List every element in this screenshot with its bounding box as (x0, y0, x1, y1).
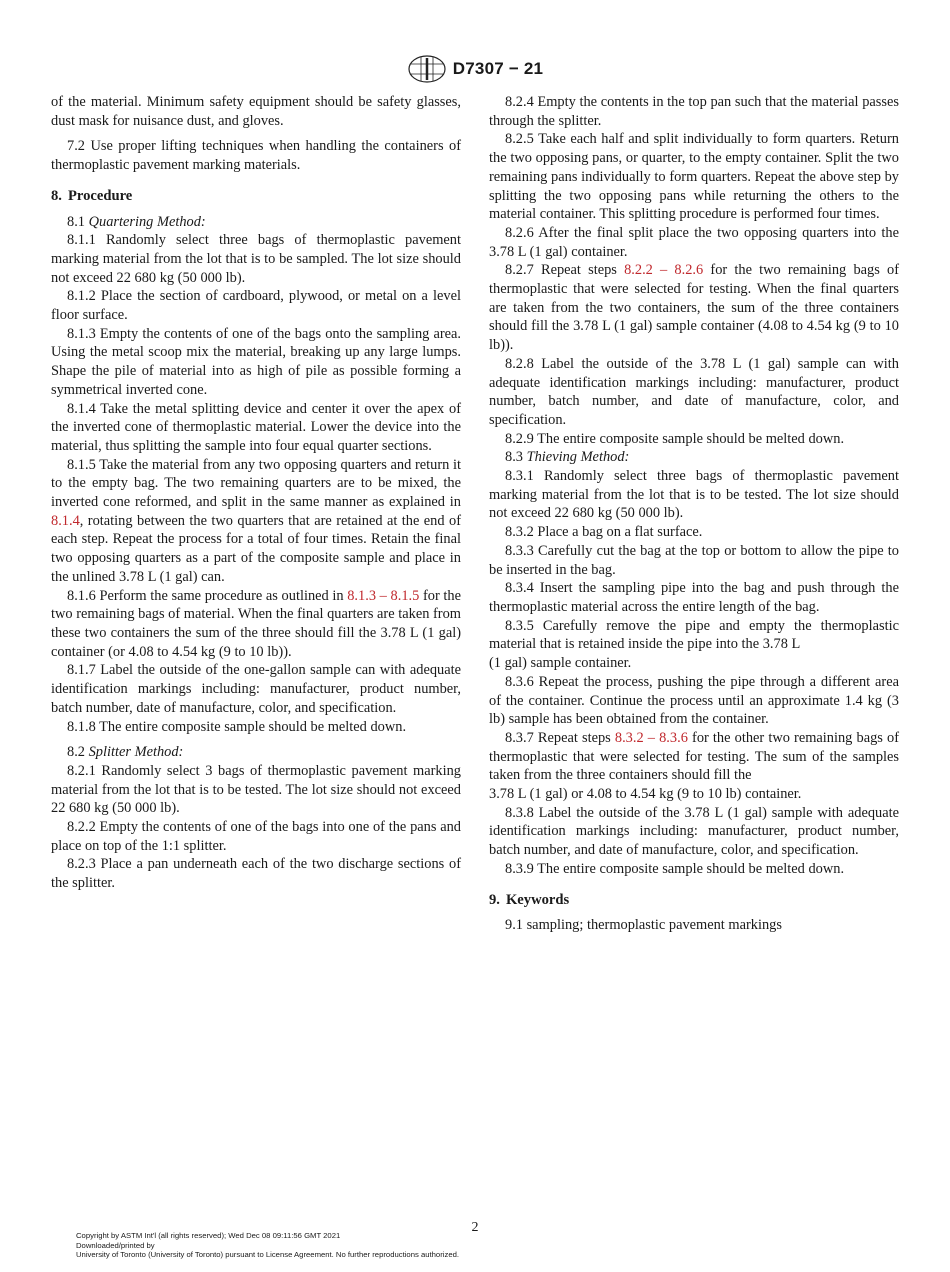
paragraph-8-2-3: 8.2.3 Place a pan underneath each of the two discharge sections of the splitter. (51, 856, 461, 892)
paragraph-8-3-5-text-a: 8.3.5 Carefully remove the pipe and empty the thermoplastic material that is retained inside the pipe into the 3.78 L (489, 617, 899, 653)
paragraph-8-1-5 (51, 456, 461, 587)
footer-copyright-line: Copyright by ASTM Int'l (all rights reserved); Wed Dec 08 09:11:56 GMT 2021 (76, 1231, 341, 1240)
astm-logo-icon (407, 54, 447, 84)
paragraph-8-1-title: Quartering Method: (88, 213, 206, 230)
paragraph-8-2-7-text-b: for the two remaining bags of thermoplastic that were selected for testing. When the final quarters are taken from the two containers, the sum of the three containers should fill the 3.78 L (1 gal) sample container (4.08 to 4.54 kg (9 to 10 lb)). (489, 262, 899, 354)
paragraph-8-3-7-text-b: for the other two remaining bags of thermoplastic that were selected for testing. The sum of the samples taken from the three containers should fill the (489, 729, 899, 784)
paragraph-8-2-9: 8.2.9 The entire composite sample should be melted down. (505, 430, 845, 447)
paragraph-8-2-5: 8.2.5 Take each half and split individually to form quarters. Return the two opposing pans, or quarter, to the empty container. Split the two remaining pans individually to form quarters. Repeat the above step by splitting the two opposing pans while returning the others to the material container. This splitting procedure is performed four times. (489, 131, 899, 223)
paragraph-8-3-number: 8.3 (505, 449, 523, 466)
paragraph-7-1-continued: of the material. Minimum safety equipment should be safety glasses, dust mask for nuisance dust, and gloves. (51, 94, 461, 129)
paragraph-8-1-1: 8.1.1 Randomly select three bags of thermoplastic pavement marking material from the lot that is to be sampled. The lot size should not exceed 22 680 kg (50 000 lb). (51, 232, 461, 286)
section-8-title: Procedure (67, 187, 133, 204)
paragraph-8-3-6: 8.3.6 Repeat the process, pushing the pipe through a different area of the container. Continue the process until an approximate 1.4 kg (3 lb) sample has been obtained from the container. (489, 673, 899, 728)
paragraph-8-2-title: Splitter Method: (88, 744, 184, 761)
paragraph-8-3-5-text-b: (1 gal) sample container. (489, 655, 632, 672)
paragraph-8-2-number: 8.2 (67, 744, 85, 761)
footer-license-line: University of Toronto (University of Toronto) pursuant to License Agreement. No further reproductions authorized. (76, 1250, 460, 1260)
left-column (51, 93, 461, 893)
right-column (489, 93, 899, 935)
copyright-footer (76, 1231, 459, 1260)
paragraph-8-1-5-text-b: , rotating between the two quarters that are retained at the end of each step. Repeat the process for a total of four times. Retain the final two opposing quarters as a part of the composite sample and place in the unlined 3.78 L (1 gal) can. (51, 512, 461, 585)
section-9-title: Keywords (505, 891, 570, 908)
document-designation: D7307 − 21 (452, 59, 544, 78)
paragraph-8-2-7-text-a: 8.2.7 Repeat steps (505, 262, 625, 279)
section-9-heading (489, 891, 899, 910)
paragraph-8-2-2: 8.2.2 Empty the contents of one of the bags into one of the pans and place on top of the 1:1 splitter. (51, 819, 461, 854)
section-8-heading (51, 187, 461, 206)
paragraph-8-2-7 (489, 261, 899, 355)
paragraph-8-3-2: 8.3.2 Place a bag on a flat surface. (505, 524, 703, 541)
link-8-1-3-to-8-1-5[interactable]: 8.1.3 – 8.1.5 (347, 587, 420, 604)
paragraph-8-1-6-text-b: for the two remaining bags of material. When the final quarters are taken from these two containers the sum of the three should fill the 3.78 L (1 gal) container (or 4.08 to 4.54 kg (9 to 10 lb)). (51, 587, 461, 660)
paragraph-8-1 (51, 213, 461, 232)
link-8-3-2-to-8-3-6[interactable]: 8.3.2 – 8.3.6 (614, 729, 688, 746)
link-8-1-4[interactable]: 8.1.4 (51, 512, 80, 529)
paragraph-8-3-title: Thieving Method: (526, 449, 630, 466)
paragraph-8-3-3: 8.3.3 Carefully cut the bag at the top or bottom to allow the pipe to be inserted in the bag. (489, 542, 899, 578)
paragraph-8-1-8: 8.1.8 The entire composite sample should be melted down. (67, 718, 407, 735)
paragraph-8-3-1: 8.3.1 Randomly select three bags of thermoplastic pavement marking material from the lot that is to be tested. The lot size should not exceed 22 680 kg (50 000 lb). (489, 468, 899, 522)
footer-downloaded-line: Downloaded/printed by (76, 1240, 155, 1250)
paragraph-8-1-number: 8.1 (67, 213, 85, 230)
paragraph-8-3-7-text-a: 8.3.7 Repeat steps (505, 729, 615, 746)
paragraph-8-3 (489, 448, 899, 467)
paragraph-8-1-6-text-a: 8.1.6 Perform the same procedure as outlined in (67, 587, 348, 604)
paragraph-7-2: 7.2 Use proper lifting techniques when handling the containers of thermoplastic pavement marking materials. (51, 138, 461, 174)
page-header (0, 54, 950, 84)
paragraph-8-3-9: 8.3.9 The entire composite sample should be melted down. (505, 860, 845, 877)
paragraph-8-1-5-text-a: 8.1.5 Take the material from any two opposing quarters and return it to the empty bag. The two remaining quarters are to be mixed, the inverted cone reformed, and split in the same manner as explained in (51, 456, 461, 511)
paragraph-8-2-8: 8.2.8 Label the outside of the 3.78 L (1 gal) sample can with adequate identification markings including: manufacturer, product number, batch number, and date of manufacture, color, and specification. (489, 355, 899, 428)
paragraph-8-3-5 (489, 617, 899, 673)
link-8-2-2-to-8-2-6[interactable]: 8.2.2 – 8.2.6 (624, 262, 704, 279)
paragraph-8-2-6: 8.2.6 After the final split place the two opposing quarters into the 3.78 L (1 gal) container. (489, 224, 899, 260)
paragraph-8-2-4: 8.2.4 Empty the contents in the top pan such that the material passes through the splitter. (489, 94, 899, 129)
paragraph-8-1-2: 8.1.2 Place the section of cardboard, plywood, or metal on a level floor surface. (51, 288, 461, 324)
paragraph-8-2 (51, 743, 461, 762)
paragraph-8-1-7: 8.1.7 Label the outside of the one-gallon sample can with adequate identification markings including: manufacturer, product number, batch number, date of manufacture, color, and specification. (51, 662, 461, 716)
section-9-number: 9. (489, 891, 500, 908)
page-number: 2 (471, 1220, 479, 1235)
paragraph-8-1-4: 8.1.4 Take the metal splitting device and center it over the apex of the inverted cone of thermoplastic material. Lower the device into the material, thus splitting the sample into four equal quarter sections. (51, 400, 461, 454)
section-8-number: 8. (51, 187, 62, 204)
paragraph-8-1-6 (51, 587, 461, 662)
paragraph-8-1-3: 8.1.3 Empty the contents of one of the bags onto the sampling area. Using the metal scoop mix the material, breaking up any large lumps. Shape the pile of material into as high of pile as possible forming a symmetrical inverted cone. (51, 325, 461, 398)
paragraph-8-2-1: 8.2.1 Randomly select 3 bags of thermoplastic pavement marking material from the lot that is to be tested. The lot size should not exceed 22 680 kg (50 000 lb). (51, 762, 461, 817)
paragraph-8-3-7 (489, 729, 899, 804)
paragraph-8-3-4: 8.3.4 Insert the sampling pipe into the bag and push through the thermoplastic material across the entire length of the bag. (489, 580, 899, 615)
paragraph-8-3-8: 8.3.8 Label the outside of the 3.78 L (1 gal) sample with adequate identification markings including: manufacturer, product number, batch number, and date of manufacture, color, and specification. (489, 804, 899, 859)
paragraph-8-3-7-text-c: 3.78 L (1 gal) or 4.08 to 4.54 kg (9 to 10 lb) container. (489, 786, 802, 803)
paragraph-9-1: 9.1 sampling; thermoplastic pavement markings (505, 917, 782, 934)
